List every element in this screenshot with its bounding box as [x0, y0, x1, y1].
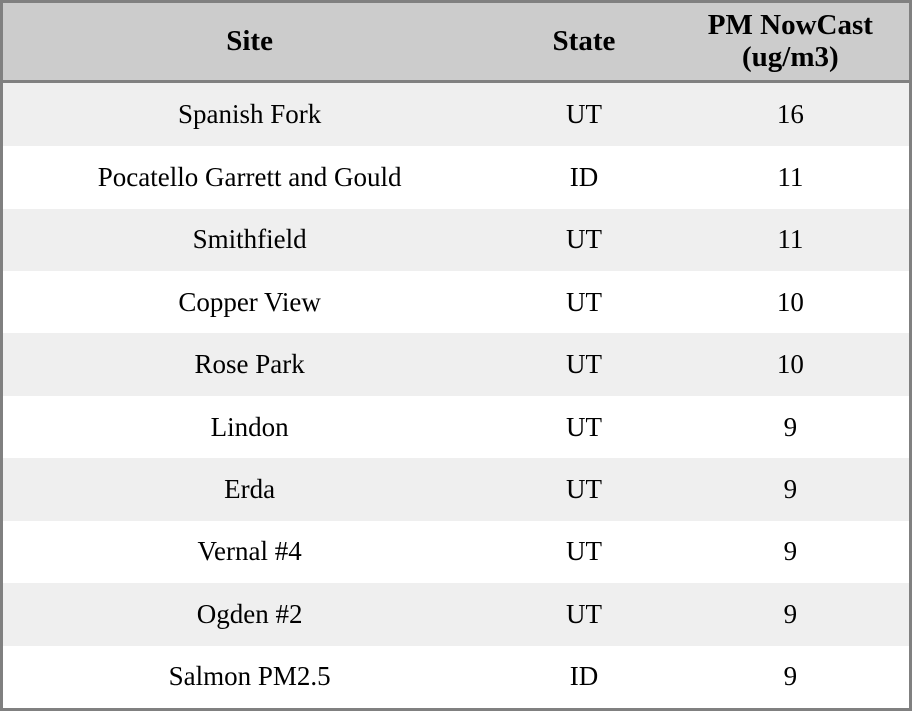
table-row: [3, 521, 909, 583]
cell-site: Vernal #4: [3, 521, 496, 583]
table-row: [3, 271, 909, 333]
table-row: [3, 646, 909, 709]
column-header-pm-nowcast: PM NowCast (ug/m3): [672, 3, 909, 81]
cell-value: 9: [672, 396, 909, 458]
table-row: [3, 583, 909, 645]
cell-value: 9: [672, 583, 909, 645]
cell-site: Rose Park: [3, 333, 496, 395]
table-row: [3, 146, 909, 208]
cell-state: UT: [496, 209, 671, 271]
table-body: [3, 81, 909, 708]
cell-site: Lindon: [3, 396, 496, 458]
cell-site: Spanish Fork: [3, 81, 496, 146]
cell-state: UT: [496, 458, 671, 520]
cell-site: Pocatello Garrett and Gould: [3, 146, 496, 208]
cell-state: UT: [496, 396, 671, 458]
cell-value: 11: [672, 209, 909, 271]
cell-site: Smithfield: [3, 209, 496, 271]
cell-site: Salmon PM2.5: [3, 646, 496, 709]
table-row: [3, 333, 909, 395]
cell-value: 9: [672, 646, 909, 709]
cell-state: ID: [496, 646, 671, 709]
cell-site: Erda: [3, 458, 496, 520]
cell-state: UT: [496, 583, 671, 645]
cell-value: 11: [672, 146, 909, 208]
column-header-state: State: [496, 3, 671, 81]
cell-state: UT: [496, 271, 671, 333]
cell-state: ID: [496, 146, 671, 208]
cell-state: UT: [496, 333, 671, 395]
table-row: [3, 209, 909, 271]
cell-value: 9: [672, 521, 909, 583]
table-header-row: [3, 3, 909, 81]
air-quality-table: [3, 3, 909, 708]
cell-state: UT: [496, 521, 671, 583]
table-row: [3, 458, 909, 520]
cell-value: 10: [672, 271, 909, 333]
table-row: [3, 81, 909, 146]
cell-site: Copper View: [3, 271, 496, 333]
cell-value: 9: [672, 458, 909, 520]
cell-value: 10: [672, 333, 909, 395]
cell-site: Ogden #2: [3, 583, 496, 645]
table-row: [3, 396, 909, 458]
cell-state: UT: [496, 81, 671, 146]
table-header: [3, 3, 909, 81]
cell-value: 16: [672, 81, 909, 146]
column-header-site: Site: [3, 3, 496, 81]
